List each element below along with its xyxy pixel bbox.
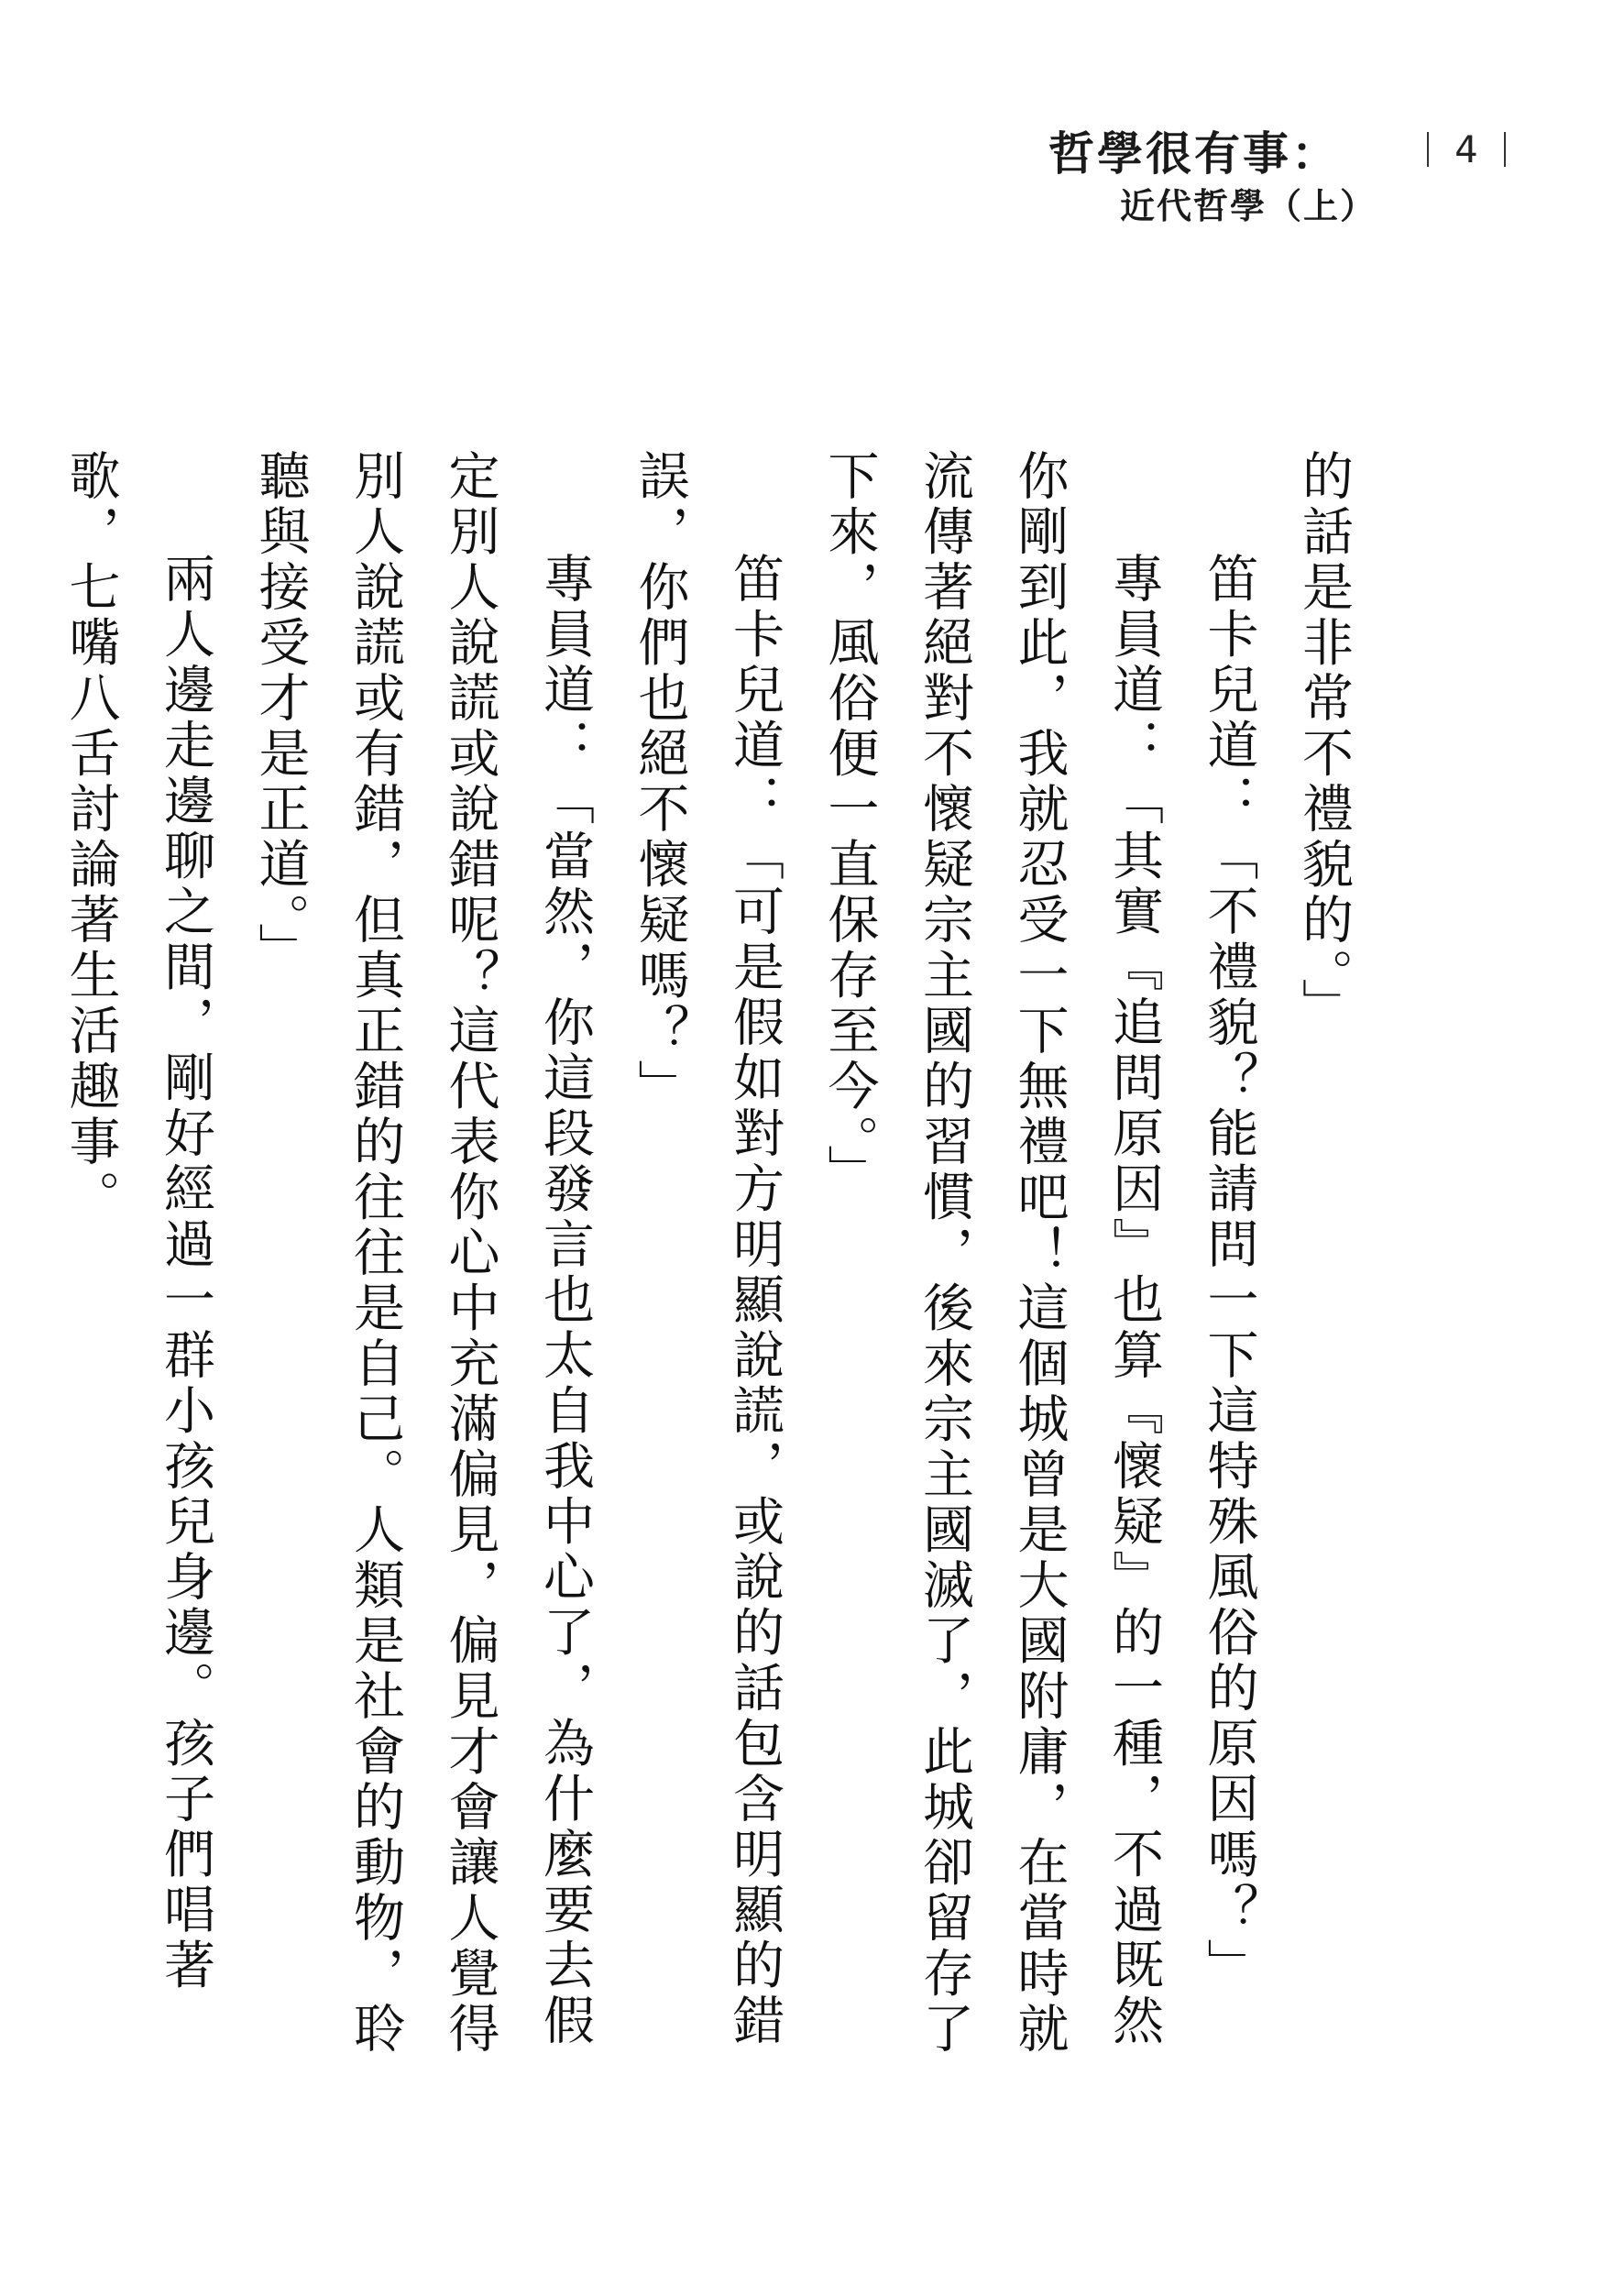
book-title: 哲學很有事： — [1048, 127, 1340, 181]
vertical-body-text — [60, 449, 1371, 2062]
page-number-right-rule — [1504, 132, 1506, 167]
paragraph-continuation: 的話是非常不禮貌的。」 — [1294, 449, 1354, 1034]
paragraph: 專員道：「其實『追問原因』也算『懷疑』的一種，不過既然你剛到此，我就忍受一下無禮吧！這個城曾是大國附庸，在當時就流傳著絕對不懷疑宗主國的習慣，後來宗主國滅了，此城卻留存了下來，風俗便一直保存至今。」 — [819, 449, 1164, 2058]
paragraph: 專員道：「當然，你這段發言也太自我中心了，為什麼要去假定別人說謊或說錯呢？這代表你心中充滿偏見，偏見才會讓人覺得別人說謊或有錯，但真正錯的往往是自己。人類是社會的動物，聆聽與接受才是正道。」 — [250, 449, 595, 2058]
page-number-box — [1425, 128, 1508, 174]
paragraph: 笛卡兒道：「可是假如對方明顯說謊，或說的話包含明顯的錯誤，你們也絕不懷疑嗎？」 — [630, 449, 785, 2049]
running-header — [1048, 126, 1377, 229]
paragraph: 笛卡兒道：「不禮貌？能請問一下這特殊風俗的原因嗎？」 — [1199, 552, 1259, 1993]
book-subtitle: 近代哲學（上） — [1119, 186, 1377, 226]
page-number: 4 — [1454, 129, 1478, 171]
paragraph: 兩人邊走邊聊之間，剛好經過一群小孩兒身邊。孩子們唱著歌，七嘴八舌討論著生活趣事。 — [60, 449, 215, 1993]
